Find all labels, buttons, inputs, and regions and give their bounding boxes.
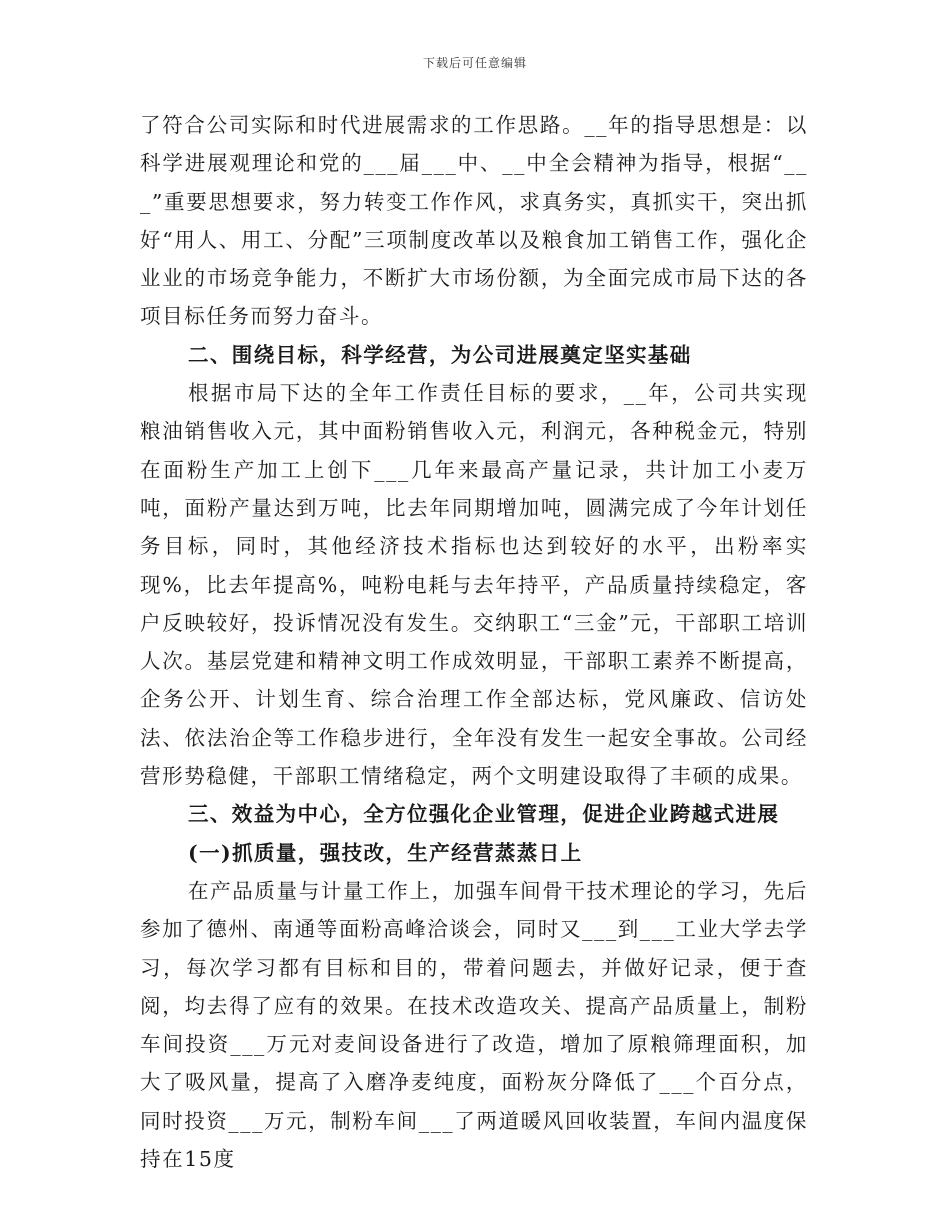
header-note: 下载后可任意编辑	[422, 56, 527, 70]
paragraph-quality-tech: 在产品质量与计量工作上，加强车间骨干技术理论的学习，先后参加了德州、南通等面粉高峰洽谈会，同时又___到___工业大学去学习，每次学习都有目标和目的，带着问题去，并做好记录，便于查阅，均去得了应有的效果。在技术改造攻关、提高产品质量上，制粉车间投资___万元对麦间设备进行了改造，增加了原粮筛理面积，加大了吸风量，提高了入磨净麦纯度，面粉灰分降低了___个百分点，同时投资___万元，制粉车间___了两道暖风回收装置，车间内温度保持在15度	[140, 878, 808, 1172]
paragraph-annual-results: 根据市局下达的全年工作责任目标的要求，__年，公司共实现粮油销售收入元，其中面粉销售收入元，利润元，各种税金元，特别在面粉生产加工上创下___几年来最高产量记录，共计加工小麦万吨，面粉产量达到万吨，比去年同期增加吨，圆满完成了今年计划任务目标，同时，其他经济技术指标也达到较好的水平，出粉率实现%，比去年提高%，吨粉电耗与去年持平，产品质量持续稳定，客户反映较好，投诉情况没有发生。交纳职工“三金”元，干部职工培训人次。基层党建和精神文明工作成效明显，干部职工素养不断提高，企务公开、计划生育、综合治理工作全部达标，党风廉政、信访处法、依法治企等工作稳步进行，全年没有发生一起安全事故。公司经营形势稳健，干部职工情绪稳定，两个文明建设取得了丰硕的成果。	[140, 381, 808, 789]
section-heading-3: 三、效益为中心，全方位强化企业管理，促进企业跨越式进展	[188, 802, 780, 827]
document-body	[140, 106, 808, 1178]
paragraph-guiding-thought: 了符合公司实际和时代进展需求的工作思路。__年的指导思想是：以科学进展观理论和党的___届___中、__中全会精神为指导，根据“___”重要思想要求，努力转变工作作风，求真务实，真抓实干，突出抓好“用人、用工、分配”三项制度改革以及粮食加工销售工作，强化企业业的市场竞争能力，不断扩大市场份额，为全面完成市局下达的各项目标任务而努力奋斗。	[140, 113, 808, 329]
section-heading-2: 二、围绕目标，科学经营，为公司进展奠定坚实基础	[188, 342, 692, 367]
subsection-heading-3-1: (一)抓质量，强技改，生产经营蒸蒸日上	[188, 840, 583, 865]
